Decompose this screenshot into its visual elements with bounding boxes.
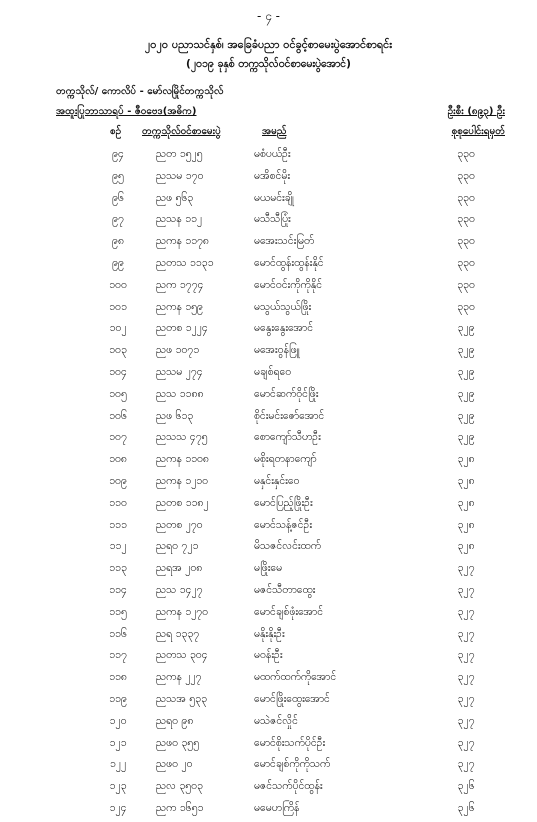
student-name: မောင်သန့်ဇင်ဦး	[254, 518, 312, 531]
row-number: ၁၁၂	[109, 540, 127, 553]
student-name: မစံပယ်ဦး	[254, 148, 291, 160]
row-number: ၁၁၄	[109, 583, 127, 596]
table-row	[0, 517, 537, 539]
table-row	[0, 800, 537, 822]
row-number: ၁၂၀	[109, 714, 127, 727]
roll-number: ညဖဝ ၃၅၅	[156, 736, 200, 749]
count-label: ဦးစီး (၈၉၃) ဦး	[447, 106, 505, 117]
row-number: ၉၅	[112, 169, 124, 182]
row-number: ၁၀၃	[109, 344, 127, 357]
table-row	[0, 320, 537, 342]
table-row	[0, 429, 537, 451]
student-name: မောင်ထွန်းထွန်းနိုင်	[254, 256, 324, 269]
roll-number: ညတသ ၁၁၃၁	[156, 256, 214, 269]
student-name: မသဲဇင်လှိုင်	[254, 714, 298, 727]
student-name: မောင်ပြည့်ဖြိုးဦး	[254, 496, 313, 509]
student-name: မမေဟကြိန်	[254, 801, 300, 814]
roll-number: ညသမ ၁၇၀	[156, 169, 204, 182]
roll-number: ညကန ၁၂၁၀	[156, 474, 209, 487]
student-name: မောင်ဖြိုးထွေးအောင်	[254, 692, 330, 705]
roll-number: ညတစ ၁၂၂၄	[156, 322, 208, 335]
roll-number: ညကန ၁၂၇၀	[156, 605, 209, 618]
table-row	[0, 691, 537, 713]
student-name: မနိုးနိုးဦး	[254, 627, 285, 640]
roll-number: ညဖဝ ၂၀	[156, 758, 193, 771]
row-number: ၁၁၅	[109, 605, 127, 618]
total-score: ၃၂၇	[457, 671, 475, 684]
student-name: မစိုးရတနာကျော်	[254, 453, 317, 466]
student-name: မနှင်းနှင်းဝေ	[254, 474, 300, 487]
total-score: ၃၂၉	[457, 387, 475, 400]
roll-number: ညကန ၁၅၉	[156, 300, 203, 313]
row-number: ၁၀၁	[109, 300, 127, 313]
row-number: ၁၂၂	[109, 758, 127, 771]
student-name: မချစ်ရဝေ	[254, 365, 292, 378]
total-score: ၃၃၀	[457, 213, 475, 226]
total-score: ၃၂၇	[457, 649, 475, 662]
table-row	[0, 604, 537, 626]
table-row	[0, 146, 537, 168]
total-score: ၃၂၇	[457, 758, 475, 771]
table-row	[0, 626, 537, 648]
row-number: ၁၀၀	[109, 278, 127, 291]
total-score: ၃၂၇	[457, 583, 475, 596]
table-row	[0, 756, 537, 778]
row-number: ၁၀၆	[109, 409, 127, 422]
student-name: မောင်ချစ်ဖုံးအောင်	[254, 605, 324, 618]
total-score: ၃၂၉	[457, 409, 475, 422]
student-name: မဝန်းဦး	[254, 649, 283, 662]
row-number: ၁၁၆	[109, 627, 127, 640]
table-row	[0, 560, 537, 582]
table-row	[0, 778, 537, 800]
row-number: ၉၇	[112, 213, 124, 226]
table-row	[0, 408, 537, 430]
student-name: မဇင်သက်ပိုင်ထွန်း	[254, 780, 323, 793]
table-row	[0, 277, 537, 299]
roll-number: ညသ ၁၁၈၈	[156, 387, 204, 400]
total-score: ၃၂၆	[457, 801, 475, 814]
total-score: ၃၂၉	[457, 344, 475, 357]
row-number: ၁၁၈	[109, 671, 127, 684]
row-number: ၁၂၁	[109, 736, 127, 749]
table-row	[0, 473, 537, 495]
table-row	[0, 190, 537, 212]
roll-number: ညဖ ၁၀၇၁	[156, 344, 200, 357]
total-score: ၃၃၀	[457, 300, 475, 313]
table-row	[0, 255, 537, 277]
row-number: ၁၀၈	[109, 453, 127, 466]
student-name: မနွေးနွေးအောင်	[254, 322, 314, 335]
student-name: မသီသီပြုံး	[254, 213, 291, 226]
total-score: ၃၃၀	[457, 278, 475, 291]
table-row	[0, 451, 537, 473]
roll-number: ညသန ၁၁၂	[156, 213, 203, 226]
student-name: မယမင်းချို	[254, 191, 294, 204]
table-row	[0, 386, 537, 408]
table-row	[0, 647, 537, 669]
roll-number: ညက ၁၇၇၄	[156, 278, 204, 291]
total-score: ၃၂၉	[457, 365, 475, 378]
total-score: ၃၂၈	[457, 496, 475, 509]
total-score: ၃၃၀	[457, 191, 475, 204]
row-number: ၁၀၄	[109, 365, 127, 378]
table-row	[0, 669, 537, 691]
roll-number: ညတ ၁၅၂၅	[156, 148, 203, 160]
total-score: ၃၂၆	[457, 780, 475, 793]
roll-number: ညလ ၃၅၀၃	[156, 780, 203, 793]
row-number: ၁၁၃	[109, 562, 127, 575]
table-row	[0, 211, 537, 233]
row-number: ၁၀၂	[109, 322, 127, 335]
total-score: ၃၂၇	[457, 736, 475, 749]
roll-number: ညကန ၁၁၇၈	[156, 235, 209, 248]
total-score: ၃၂၇	[457, 627, 475, 640]
student-name: မဇင်သီတာထွေး	[254, 583, 316, 596]
results-table	[0, 146, 537, 822]
roll-number: ညက ၁၆၅၁	[156, 801, 204, 814]
total-score: ၃၂၇	[457, 692, 475, 705]
table-row	[0, 582, 537, 604]
total-score: ၃၂၇	[457, 562, 475, 575]
student-name: စိုင်းမင်းဇော်အောင်	[254, 409, 325, 422]
student-name: မောင်ဆက်ဝိုင်ဖြိုး	[254, 387, 319, 400]
column-header-total: စုစုပေါင်းရမှတ်	[451, 126, 505, 137]
row-number: ၁၂၃	[109, 780, 127, 793]
total-score: ၃၂၈	[457, 453, 475, 466]
student-name: မောင်ချစ်ကိုကိုသက်	[254, 758, 331, 771]
row-number: ၁၁၉	[109, 692, 127, 705]
student-name: မိသဇင်လင်းထက်	[254, 540, 321, 553]
roll-number: ညသ ၁၄၂၇	[156, 583, 203, 596]
table-row	[0, 495, 537, 517]
student-name: မောင်စိုးသက်ပိုင်ဦး	[254, 736, 326, 749]
column-header-roll: တက္ကသိုလ်ဝင်စာမေးပွဲ	[142, 126, 221, 137]
student-name: မသွယ်သွယ်ဖြိုး	[254, 300, 312, 313]
row-number: ၉၄	[112, 148, 124, 160]
total-score: ၃၂၈	[457, 540, 475, 553]
student-name: မဖြိုးမေ	[254, 562, 283, 575]
table-row	[0, 364, 537, 386]
table-row	[0, 538, 537, 560]
student-name: မောင်ဝင်းကိုကိုနိုင်	[254, 278, 323, 291]
roll-number: ညကန ၁၁၀၈	[156, 453, 209, 466]
major-label: အထူးပြုဘာသာရပ် - ဇီဝဗေဒ(အဓိက)	[56, 106, 197, 117]
total-score: ၃၂၉	[457, 431, 475, 444]
total-score: ၃၃၀	[457, 256, 475, 269]
student-name: မအေးဝွန်ဖြူ	[254, 344, 300, 357]
table-row	[0, 713, 537, 735]
roll-number: ညဖ ၅၆၃	[156, 191, 194, 204]
row-number: ၁၀၉	[109, 474, 127, 487]
student-name: စောကျော်သီဟဦး	[254, 431, 321, 444]
table-row	[0, 342, 537, 364]
row-number: ၁၁၁	[109, 518, 127, 531]
total-score: ၃၃၀	[457, 169, 475, 182]
table-row	[0, 168, 537, 190]
page-number: - ၄ -	[256, 9, 281, 23]
document-subtitle: (၂၀၁၉ ခုနှစ် တက္ကသိုလ်ဝင်စာမေးပွဲအောင်)	[186, 58, 351, 70]
student-name: မအေးသင်းမြတ်	[254, 235, 315, 248]
row-number: ၁၁၇	[109, 649, 127, 662]
roll-number: ညဖ ၆၁၃	[156, 409, 194, 422]
row-number: ၉၆	[112, 191, 124, 204]
university-label: တက္ကသိုလ်/ ကောလိပ် - မော်လမြိုင်တက္ကသိုလ်	[56, 86, 224, 97]
roll-number: ညတသ ၃၀၄	[156, 649, 208, 662]
row-number: ၉၉	[112, 256, 124, 269]
table-row	[0, 233, 537, 255]
row-number: ၁၂၄	[109, 801, 127, 814]
roll-number: ညကန ၂၂၇	[156, 671, 202, 684]
row-number: ၁၀၇	[109, 431, 127, 444]
roll-number: ညသမ ၂၇၄	[156, 365, 203, 378]
roll-number: ညရအ ၂၀၈	[156, 562, 203, 575]
total-score: ၃၂၉	[457, 322, 475, 335]
student-name: မထက်ထက်ကိုအောင်	[254, 671, 337, 684]
roll-number: ညတစ ၂၇၀	[156, 518, 203, 531]
total-score: ၃၂၈	[457, 518, 475, 531]
total-score: ၃၃၀	[457, 148, 475, 160]
roll-number: ညရ ၁၃၃၇	[156, 627, 200, 640]
roll-number: ညသအ ၅၃၃	[156, 692, 207, 705]
row-number: ၉၈	[112, 235, 124, 248]
row-number: ၁၀၅	[109, 387, 127, 400]
total-score: ၃၂၇	[457, 605, 475, 618]
column-header-no: စဉ်	[110, 126, 122, 137]
row-number: ၁၁၀	[109, 496, 127, 509]
total-score: ၃၃၀	[457, 235, 475, 248]
student-name: မအိစင်မိုး	[254, 169, 291, 182]
roll-number: ညတစ ၁၁၈၂	[156, 496, 209, 509]
roll-number: ညသသ ၄၇၅	[156, 431, 208, 444]
column-header-name: အမည်	[262, 126, 287, 137]
roll-number: ညရဝ ၉၈	[156, 714, 194, 727]
document-title: ၂၀၂၀ ပညာသင်နှစ်၊ အခြေခံပညာ ဝင်ခွင့်စာမေးပွဲအောင်စာရင်း	[144, 38, 393, 51]
roll-number: ညရဝ ၇၂၁	[156, 540, 199, 553]
total-score: ၃၂၈	[457, 474, 475, 487]
table-row	[0, 299, 537, 321]
total-score: ၃၂၇	[457, 714, 475, 727]
table-row	[0, 735, 537, 757]
